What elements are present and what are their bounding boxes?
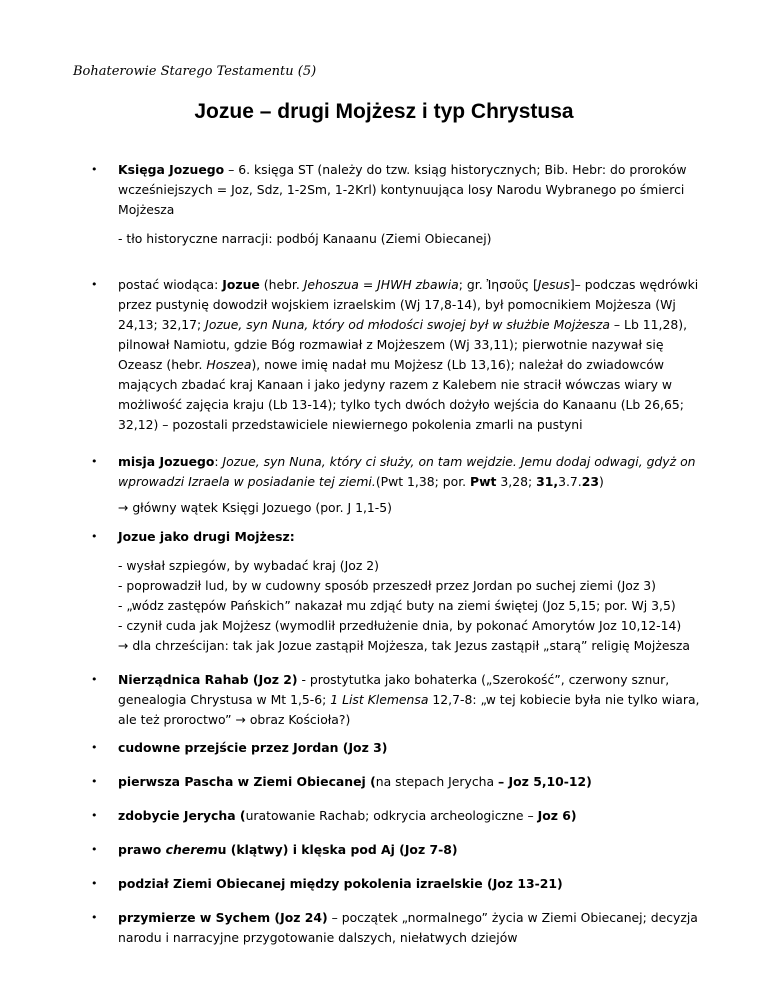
bullet-icon: • xyxy=(91,163,98,176)
bullet-icon: • xyxy=(91,278,98,291)
italic-run: Jozue, syn Nuna, który ci służy, on tam wejdzie. Jemu dodaj odwagi, gdyż on wprowadzi Izraela w posiadanie tej ziemi. xyxy=(118,454,696,489)
term: zdobycie Jerycha ( xyxy=(118,808,246,823)
text-run: – 6. księga ST (należy do tzw. ksiąg historycznych; Bib. Hebr: do proroków wcześniejszych = Joz, Sdz, 1-2Sm, 1-2Krl) kontynuująca losy Narodu Wybranego po śmierci Mojżesza xyxy=(118,162,687,217)
sub-line: → dla chrześcijan: tak jak Jozue zastąpił Mojżesza, tak Jezus zastąpił „starą” religię Mojżesza xyxy=(118,638,690,653)
item-text xyxy=(118,806,703,826)
bullet-icon: • xyxy=(91,530,98,543)
italic-run: Jehoszua = JHWH zbawia xyxy=(303,277,459,292)
item-text xyxy=(118,908,703,948)
italic-run: Jesus xyxy=(537,277,570,292)
italic-run: 1 List Klemensa xyxy=(330,692,429,707)
item-text xyxy=(118,874,703,894)
sub-line: - wysłał szpiegów, by wybadać kraj (Joz 2) xyxy=(118,558,379,573)
item-text xyxy=(118,452,703,492)
text-run: – początek „normalnego” życia w Ziemi Obiecanej; decyzja narodu i narracyjne przygotowanie dalszych, niełatwych dziejów xyxy=(118,910,698,945)
item-text xyxy=(118,160,703,220)
term: podział Ziemi Obiecanej między pokolenia izraelskie (Joz 13-21) xyxy=(118,876,563,891)
sub-line: → główny wątek Księgi Jozuego (por. J 1,1-5) xyxy=(118,500,392,515)
text-run: ), nowe imię nadał mu Mojżesz (Lb 13,16); należał do zwiadowców mających zbadać kraj Kanaan i jako jedyny razem z Kalebem nie stracił wówczas wiary w możliwość zajęcia kraju (Lb 13-14); tylko tych dwóch dożyło wejścia do Kanaanu (Lb 26,65; 32,12) – pozostali przedstawiciele niewiernego pokolenia zmarli na pustyni xyxy=(118,357,684,432)
list-item xyxy=(73,275,703,435)
text-run: 3,28; xyxy=(496,474,537,489)
term: cudowne przejście przez Jordan (Joz 3) xyxy=(118,740,388,755)
sub-line: - poprowadził lud, by w cudowny sposób przeszedł przez Jordan po suchej ziemi (Joz 3) xyxy=(118,578,656,593)
term: (klątwy) i klęska pod Aj (Joz 7-8) xyxy=(226,842,458,857)
italic-run: cherem xyxy=(165,842,218,857)
sub-line: - czynił cuda jak Mojżesz (wymodlił przedłużenie dnia, by pokonać Amorytów Joz 10,12-14) xyxy=(118,618,682,633)
list-item xyxy=(73,738,703,758)
sub-line: - tło historyczne narracji: podbój Kanaanu (Ziemi Obiecanej) xyxy=(118,231,492,246)
item-text xyxy=(118,670,703,730)
item-text xyxy=(118,527,703,547)
text-run: 3.7. xyxy=(558,474,582,489)
list-item xyxy=(73,840,703,860)
italic-run: Jozue, syn Nuna, który od młodości swojej był w służbie Mojżesza xyxy=(205,317,610,332)
term: misja Jozuego xyxy=(118,454,215,469)
bullet-icon: • xyxy=(91,877,98,890)
text-run: 12,7-8: „w tej kobiecie była nie tylko wiara, ale też proroctwo” → obraz Kościoła?) xyxy=(118,692,700,727)
term: Pwt xyxy=(470,474,497,489)
page-title: Jozue – drugi Mojżesz i typ Chrystusa xyxy=(194,100,574,123)
list-item xyxy=(73,670,703,730)
list-item xyxy=(73,160,703,220)
list-item xyxy=(73,527,703,547)
bullet-icon: • xyxy=(91,843,98,856)
bullet-icon: • xyxy=(91,741,98,754)
text-run: - prostytutka jako bohaterka („Szerokość”, czerwony sznur, genealogia Chrystusa w Mt 1,5-6; xyxy=(118,672,670,707)
term: pierwsza Pascha w Ziemi Obiecanej ( xyxy=(118,774,376,789)
term: przymierze w Sychem (Joz 24) xyxy=(118,910,328,925)
item-text xyxy=(118,840,703,860)
bullet-icon: • xyxy=(91,809,98,822)
list-item xyxy=(73,908,703,948)
text-run: uratowanie Rachab; odkrycia archeologiczne – xyxy=(245,808,538,823)
text-run: (Pwt 1,38; por. xyxy=(375,474,471,489)
bullet-icon: • xyxy=(91,911,98,924)
bullet-icon: • xyxy=(91,775,98,788)
list-item xyxy=(73,452,703,492)
term: – Joz 5,10-12) xyxy=(498,774,592,789)
term: prawo xyxy=(118,842,166,857)
term: Nierządnica Rahab (Joz 2) xyxy=(118,672,298,687)
bullet-icon: • xyxy=(91,673,98,686)
list-item xyxy=(73,806,703,826)
term: u xyxy=(217,842,227,857)
list-item xyxy=(73,772,703,792)
item-text xyxy=(118,772,703,792)
italic-run: Hoszea xyxy=(206,357,252,372)
term: 31, xyxy=(536,474,559,489)
term: Księga Jozuego xyxy=(118,162,225,177)
series-header: Bohaterowie Starego Testamentu (5) xyxy=(73,64,317,79)
list-item xyxy=(73,874,703,894)
sub-line: - „wódz zastępów Pańskich” nakazał mu zdjąć buty na ziemi świętej (Joz 5,15; por. Wj 3,5) xyxy=(118,598,676,613)
text-run: – Lb 11,28), pilnował Namiotu, gdzie Bóg rozmawiał z Mojżeszem (Wj 33,11); pierwotnie nazywał się Ozeasz (hebr. xyxy=(118,317,688,372)
text-run: ]– podczas wędrówki przez pustynię dowodził wojskiem izraelskim (Wj 17,8-14), był pomocnikiem Mojżesza (Wj 24,13; 32,17; xyxy=(118,277,699,332)
item-text xyxy=(118,738,703,758)
term: Joz 6) xyxy=(537,808,577,823)
text-run: na stepach Jerycha xyxy=(375,774,499,789)
term: 23 xyxy=(581,474,599,489)
text-run: ) xyxy=(598,474,604,489)
term: Jozue jako drugi Mojżesz: xyxy=(118,529,295,544)
text-run: : xyxy=(214,454,223,469)
text-run: postać wiodąca: xyxy=(118,277,223,292)
term: Jozue xyxy=(222,277,260,292)
text-run: ; gr. Ἰησοῦς [ xyxy=(458,277,538,292)
bullet-icon: • xyxy=(91,455,98,468)
sub-list xyxy=(118,556,708,656)
item-text xyxy=(118,275,703,435)
text-run: (hebr. xyxy=(259,277,304,292)
